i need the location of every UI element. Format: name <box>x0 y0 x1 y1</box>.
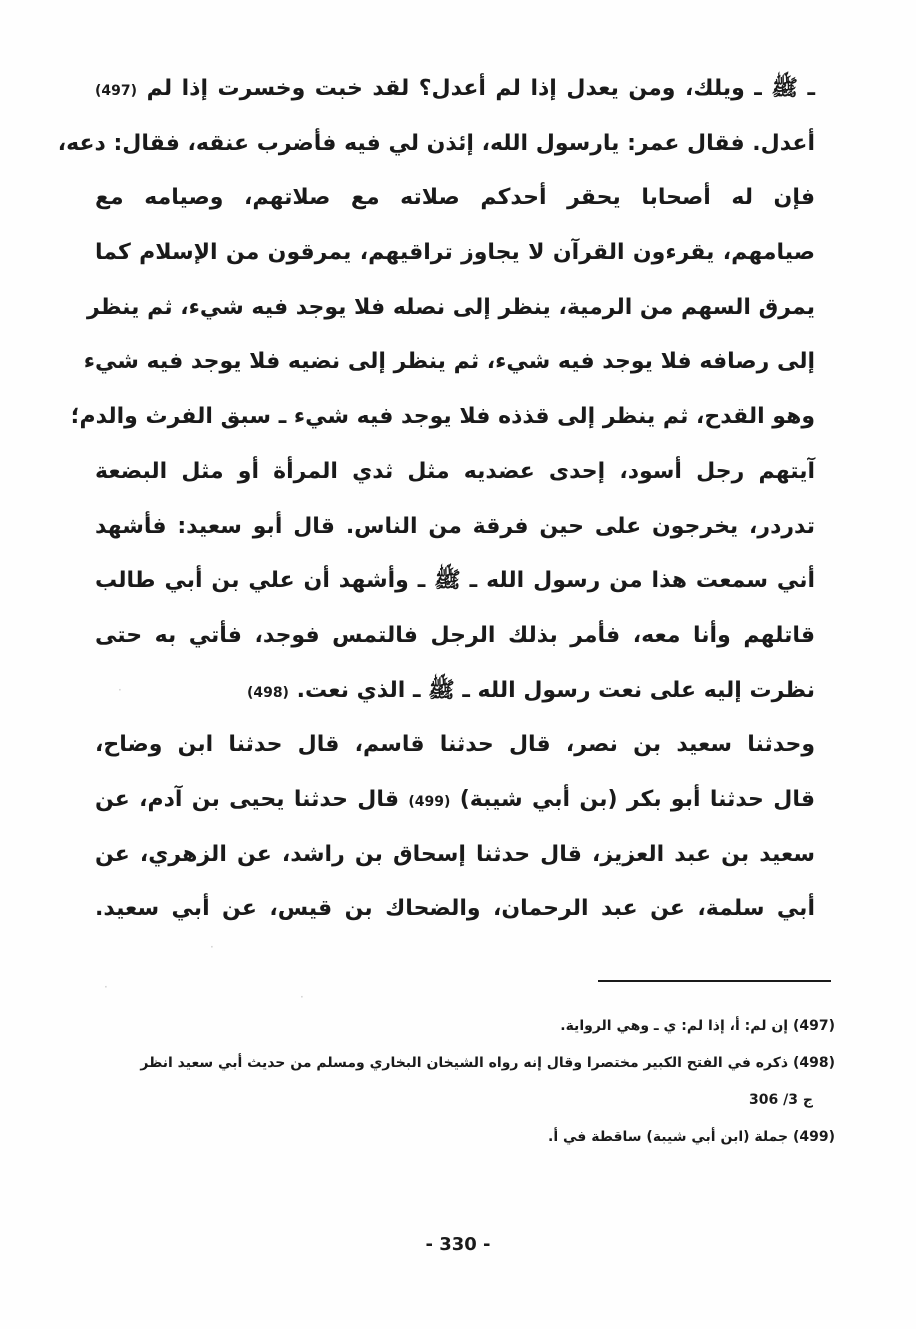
text-line-7: وهو القدح، ثم ينظر إلى قذذه فلا يوجد فيه شيء ـ سبق الفرث والدم؛ <box>70 404 815 430</box>
scan-noise-mark: · <box>300 990 304 1004</box>
text-line-14 <box>95 773 815 828</box>
footnotes-block <box>95 1008 835 1156</box>
footnote-499: (499) جملة (ابن أبي شيبة) ساقطة في أ. <box>548 1129 835 1145</box>
line-1-text: ـ ﷺ ـ ويلك، ومن يعدل إذا لم أعدل؟ لقد خبت وخسرت إذا لم <box>146 76 815 101</box>
text-line-1 <box>95 62 815 117</box>
text-line-2: أعدل. فقال عمر: يارسول الله، إئذن لي فيه فأضرب عنقه، فقال: دعه، <box>57 130 815 156</box>
footnote-498: (498) ذكره في الفتح الكبير مختصرا وقال إنه رواه الشيخان البخاري ومسلم من حديث أبي سعيد انظر <box>140 1055 835 1071</box>
footnote-ref-498[interactable]: (498) <box>246 684 289 701</box>
line-12-text: نظرت إليه على نعت رسول الله ـ ﷺ ـ الذي نعت. <box>296 677 815 703</box>
text-line-13: وحدثنا سعيد بن نصر، قال حدثنا قاسم، قال حدثنا ابن وضاح، <box>95 732 815 758</box>
text-line-16: أبي سلمة، عن عبد الرحمان، والضحاك بن قيس، عن أبي سعيد. <box>95 896 815 922</box>
text-line-5: يمرق السهم من الرمية، ينظر إلى نصله فلا يوجد فيه شيء، ثم ينظر <box>87 294 815 320</box>
footnote-separator <box>598 980 831 982</box>
text-line-11: قاتلهم وأنا معه، فأمر بذلك الرجل فالتمس فوجد، فأتي به حتى <box>95 622 815 648</box>
text-line-6: إلى رصافه فلا يوجد فيه شيء، ثم ينظر إلى نضيه فلا يوجد فيه شيء <box>83 349 815 375</box>
text-line-15: سعيد بن عبد العزيز، قال حدثنا إسحاق بن راشد، عن الزهري، عن <box>95 841 815 867</box>
page-number: - 330 - <box>425 1234 491 1255</box>
text-line-9: تدردر، يخرجون على حين فرقة من الناس. قال أبو سعيد: فأشهد <box>95 513 815 539</box>
footnote-498-continuation: ج 3/ 306 <box>749 1092 813 1108</box>
scan-noise-mark: · <box>104 980 108 994</box>
text-line-3: فإن له أصحابا يحقر أحدكم صلاته مع صلاتهم، وصيامه مع <box>95 185 815 211</box>
line-14-text: قال حدثنا أبو بكر (بن أبي شيبة) <box>459 786 815 812</box>
scan-noise-mark: · <box>210 940 214 954</box>
scan-noise-mark: · <box>118 683 122 697</box>
text-line-10: أني سمعت هذا من رسول الله ـ ﷺ ـ وأشهد أن علي بن أبي طالب <box>95 568 815 594</box>
text-line-8: آيتهم رجل أسود، إحدى عضديه مثل ثدي المرأة أو مثل البضعة <box>95 458 815 484</box>
line-14-tail: قال حدثنا يحيى بن آدم، عن <box>95 786 400 812</box>
text-line-12 <box>95 664 815 719</box>
text-line-4: صيامهم، يقرءون القرآن لا يجاوز تراقيهم، يمرقون من الإسلام كما <box>95 240 815 266</box>
footnote-ref-499[interactable]: (499) <box>408 793 451 810</box>
main-text-block <box>57 62 815 937</box>
footnote-ref-497[interactable]: (497) <box>95 83 138 99</box>
footnote-497: (497) إن لم: أ، إذا لم: ي ـ وهي الرواية. <box>560 1018 835 1034</box>
